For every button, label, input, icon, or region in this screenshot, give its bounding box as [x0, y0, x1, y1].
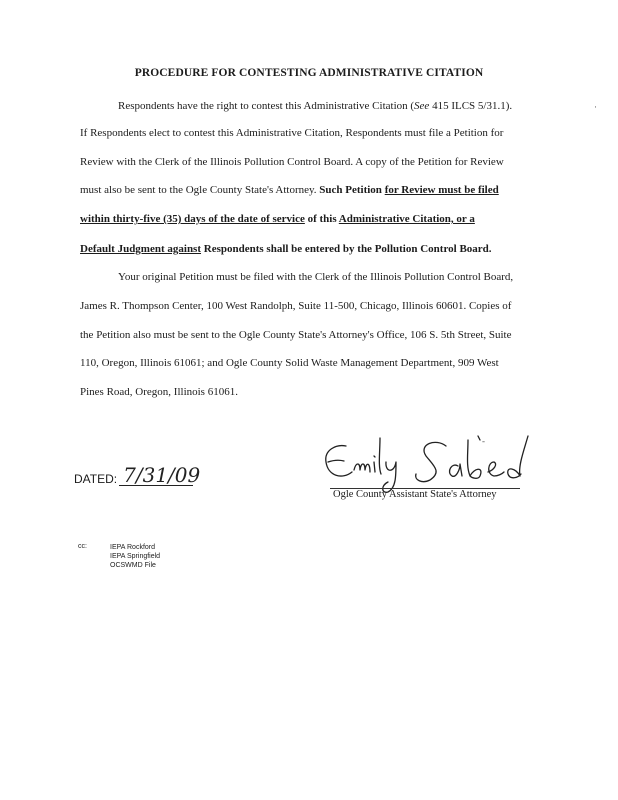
- citation-signal: See: [414, 100, 430, 112]
- para1-line1-text-a: Respondents have the right to contest this Administrative Citation (: [118, 100, 415, 112]
- para1-line1-text-b: 415 ILCS 5/31.1).: [429, 100, 513, 112]
- para2-line4: 110, Oregon, Illinois 61061; and Ogle County Solid Waste Management Department, 909 West: [80, 357, 499, 369]
- dated-label: DATED:: [74, 472, 118, 486]
- dated-field: [74, 463, 201, 487]
- para2-line2: James R. Thompson Center, 100 West Randolph, Suite 11-500, Chicago, Illinois 60601. Copies of: [80, 300, 512, 312]
- deadline-text: within thirty-five (35) days of the date of service: [80, 213, 305, 225]
- para2-line5: Pines Road, Oregon, Illinois 61061.: [80, 386, 238, 398]
- scan-speck: -: [482, 436, 485, 446]
- para1-line4-text: must also be sent to the Ogle County State's Attorney.: [80, 184, 320, 196]
- para1-line5: [80, 212, 475, 226]
- para1-line6-text: Respondents shall be entered by the Pollution Control Board.: [201, 243, 492, 255]
- cc-recipient: OCSWMD File: [110, 562, 156, 569]
- para2-line1: Your original Petition must be filed with the Clerk of the Illinois Pollution Control Board,: [118, 271, 514, 283]
- citation-reference: Administrative Citation, or a: [338, 213, 475, 225]
- para2-line3: the Petition also must be sent to the Ogle County State's Attorney's Office, 106 S. 5th Street, Suite: [80, 329, 512, 341]
- handwritten-signature: [318, 432, 548, 494]
- cc-recipient: IEPA Springfield: [110, 553, 161, 560]
- default-judgment-text: Default Judgment against: [80, 243, 202, 255]
- para1-line3: Review with the Clerk of the Illinois Pollution Control Board. A copy of the Petition for Review: [80, 156, 504, 168]
- scan-speck: ·: [594, 102, 597, 112]
- cc-recipient-list: [110, 543, 160, 570]
- para1-line2: If Respondents elect to contest this Administrative Citation, Respondents must file a Petition for: [80, 127, 504, 139]
- para1-line5-connector: of this: [304, 213, 339, 225]
- page-title: PROCEDURE FOR CONTESTING ADMINISTRATIVE CITATION: [134, 67, 484, 79]
- dated-value: 7/31/09: [119, 465, 193, 486]
- cc-label: cc:: [78, 543, 87, 550]
- cc-recipient: IEPA Rockford: [110, 544, 156, 551]
- petition-warning-underlined: for Review must be filed: [384, 184, 499, 196]
- petition-warning-start: Such Petition: [319, 184, 385, 196]
- para1-line4: [80, 183, 499, 197]
- signature-title: Ogle County Assistant State's Attorney: [333, 489, 497, 500]
- para1-line6: [80, 242, 492, 256]
- para1-line1: [118, 99, 512, 113]
